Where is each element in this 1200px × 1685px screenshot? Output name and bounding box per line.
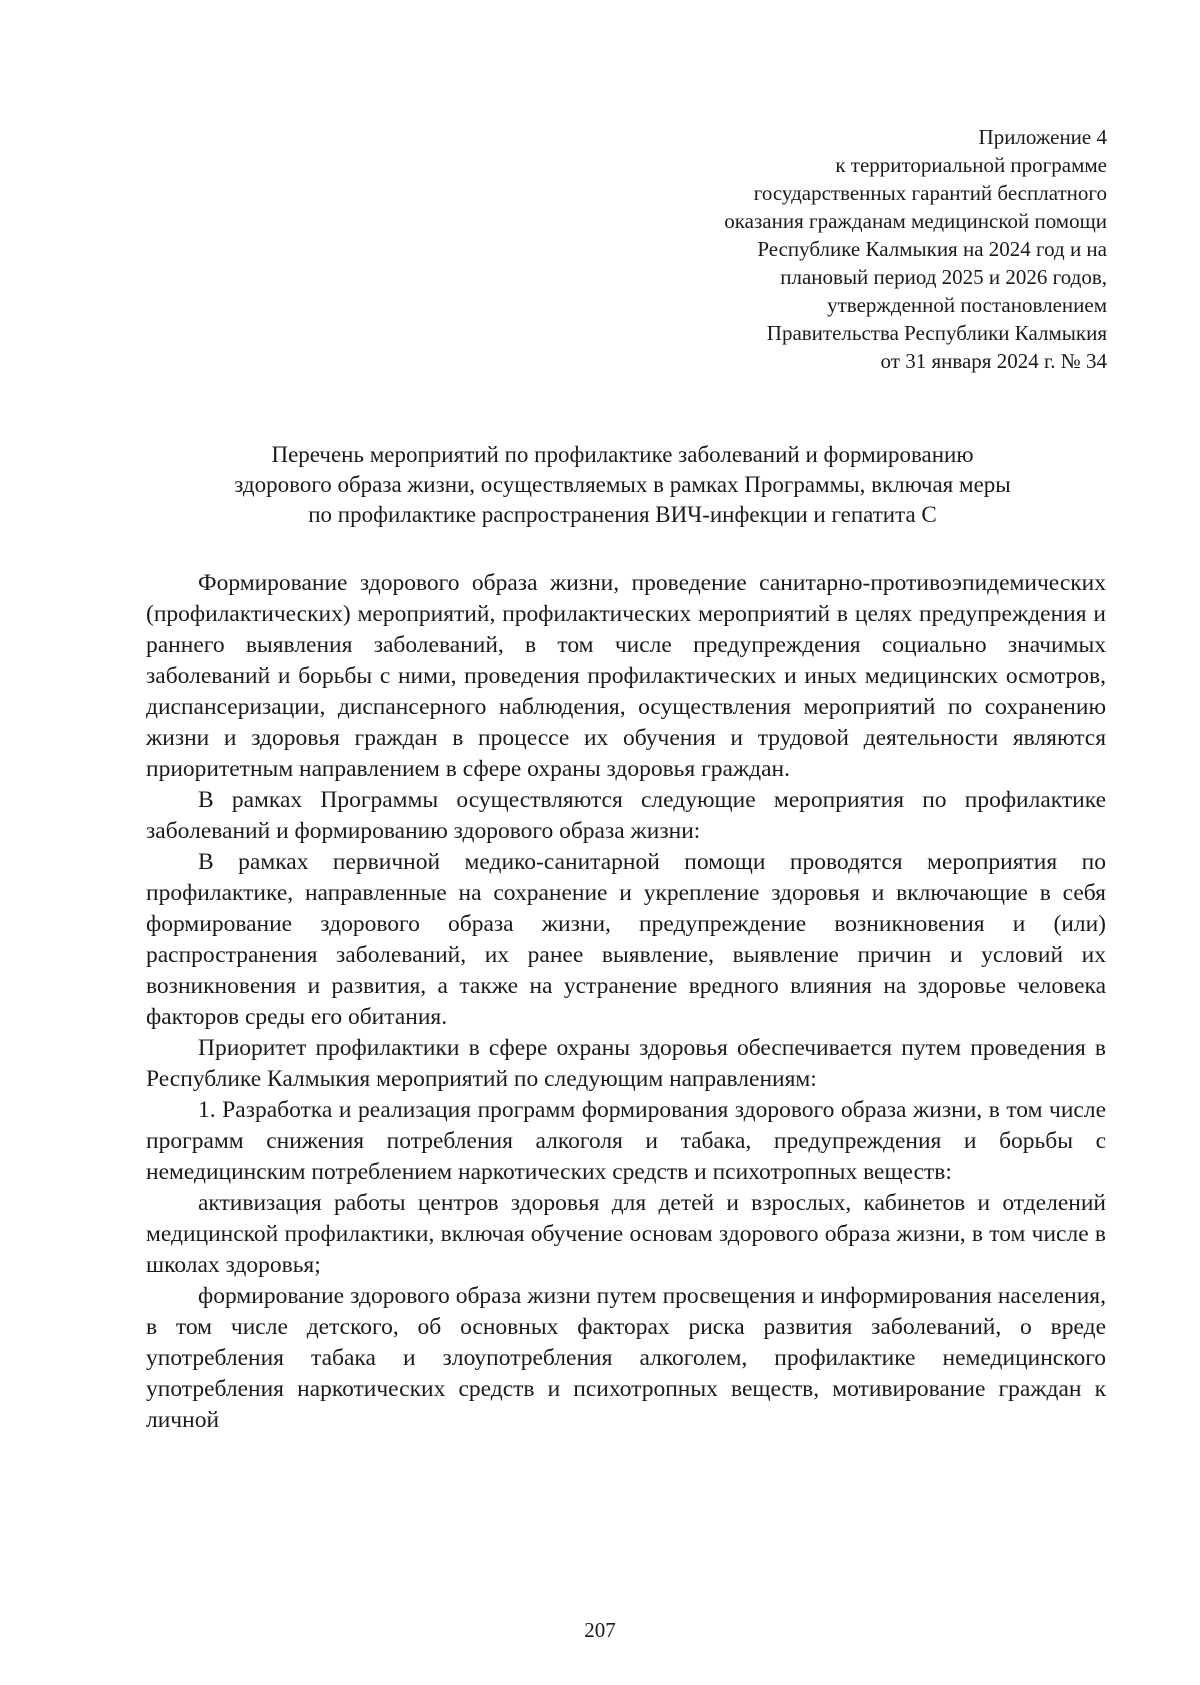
paragraph: В рамках Программы осуществляются следующие мероприятия по профилактике заболеваний и формированию здорового образа жизни: xyxy=(146,787,1106,844)
paragraph: Формирование здорового образа жизни, проведение санитарно-противоэпидемических (профилактических) мероприятий, профилактических мероприятий в целях предупреждения и раннего выявления заболеваний, в том числе предупреждения социально значимых заболеваний и борьбы с ними, проведения профилактических и иных медицинских осмотров, диспансеризации, диспансерного наблюдения, осуществления мероприятий по сохранению жизни и здоровья граждан в процессе их обучения и трудовой деятельности являются приоритетным направлением в сфере охраны здоровья граждан. xyxy=(146,570,1106,782)
appendix-line: государственных гарантий бесплатного xyxy=(753,181,1107,205)
paragraph: формирование здорового образа жизни путем просвещения и информирования населения, в том числе детского, об основных факторах риска развития заболеваний, о вреде употребления табака и злоупотребления алкоголем, профилактике немедицинского употребления наркотических средств и психотропных веществ, мотивирование граждан к личной xyxy=(146,1283,1106,1433)
paragraph: Приоритет профилактики в сфере охраны здоровья обеспечивается путем проведения в Республике Калмыкия мероприятий по следующим направлениям: xyxy=(146,1035,1106,1092)
appendix-line: оказания гражданам медицинской помощи xyxy=(724,209,1107,233)
appendix-header xyxy=(724,123,1107,375)
title-line: по профилактике распространения ВИЧ-инфекции и гепатита С xyxy=(308,502,937,527)
paragraph: В рамках первичной медико-санитарной помощи проводятся мероприятия по профилактике, направленные на сохранение и укрепление здоровья и включающие в себя формирование здорового образа жизни, предупреждение возникновения и (или) распространения заболеваний, их ранее выявление, выявление причин и условий их возникновения и развития, а также на устранение вредного влияния на здоровье человека факторов среды его обитания. xyxy=(146,849,1106,1030)
appendix-line: Республике Калмыкия на 2024 год и на xyxy=(757,237,1107,261)
appendix-line: к территориальной программе xyxy=(835,153,1107,177)
paragraph: 1. Разработка и реализация программ формирования здорового образа жизни, в том числе программ снижения потребления алкоголя и табака, предупреждения и борьбы с немедицинским потреблением наркотических средств и психотропных веществ: xyxy=(146,1097,1106,1185)
title-line: Перечень мероприятий по профилактике заболеваний и формированию xyxy=(271,442,974,467)
appendix-line: плановый период 2025 и 2026 годов, xyxy=(780,265,1107,289)
appendix-line: утвержденной постановлением xyxy=(827,293,1107,317)
page-number: 207 xyxy=(584,1618,616,1642)
appendix-line: Приложение 4 xyxy=(978,125,1107,149)
paragraph: активизация работы центров здоровья для детей и взрослых, кабинетов и отделений медицинской профилактики, включая обучение основам здорового образа жизни, в том числе в школах здоровья; xyxy=(146,1190,1106,1278)
document-body xyxy=(146,568,1106,1436)
appendix-line: Правительства Республики Калмыкия xyxy=(766,321,1107,345)
title-line: здорового образа жизни, осуществляемых в рамках Программы, включая меры xyxy=(234,472,1011,497)
appendix-line: от 31 января 2024 г. № 34 xyxy=(880,349,1107,373)
document-title xyxy=(140,440,1105,530)
